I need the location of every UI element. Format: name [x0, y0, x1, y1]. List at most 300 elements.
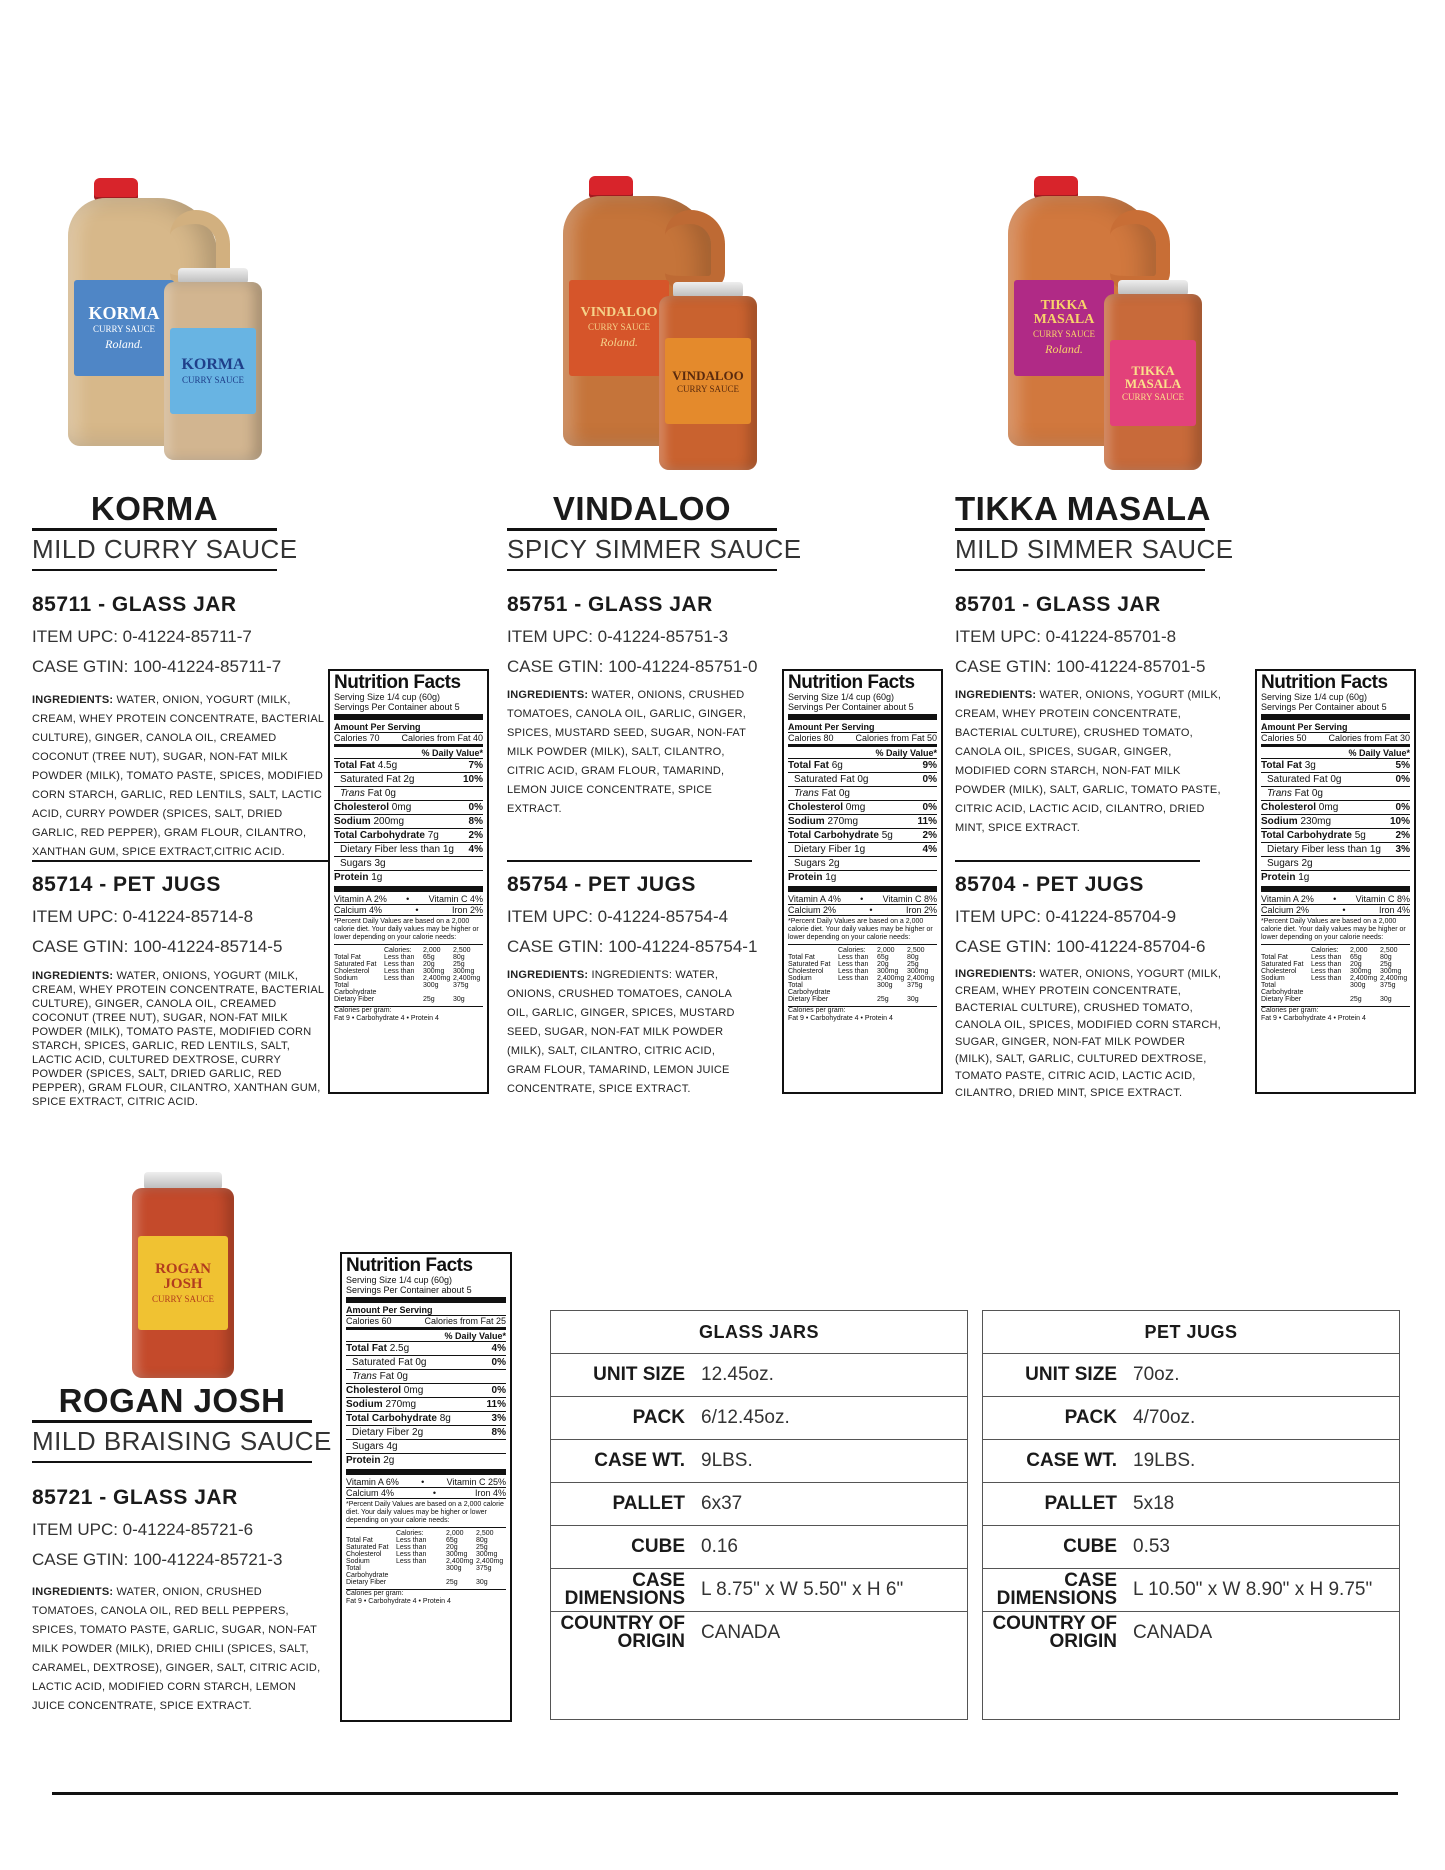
spec-label: COUNTRY OF ORIGIN — [560, 1613, 685, 1652]
nf-carb-label — [334, 829, 439, 842]
spec-table-title: GLASS JARS — [551, 1311, 967, 1354]
nf-trans-fat-part: Trans — [794, 788, 819, 799]
nf-total-fat — [334, 758, 483, 772]
nf-dv-table-cell: 20g — [1350, 961, 1362, 968]
nf-cholesterol-dv: 0% — [922, 802, 937, 813]
nf-calories-fat: Calories from Fat 50 — [855, 733, 937, 743]
nf-serving-size: Serving Size 1/4 cup (60g) — [1261, 692, 1368, 702]
nf-total-fat-dv: 7% — [468, 760, 483, 771]
spec-row — [983, 1612, 1399, 1654]
rogan-josh-jar-info — [32, 1486, 322, 1570]
nf-sat-fat-part: Saturated Fat 0g — [352, 1357, 427, 1368]
nf-dv-table-cell: Total Fat — [346, 1537, 373, 1544]
nf-dv-table-cell: 300mg — [907, 968, 929, 975]
nf-sodium-label — [1261, 815, 1331, 828]
nf-trans-fat-part: 0g — [396, 1371, 408, 1382]
nf-dv-table-cell: Total Carbohydrate — [1261, 982, 1304, 996]
nf-total-fat-dv: 4% — [491, 1343, 506, 1354]
spec-row — [551, 1440, 967, 1483]
nf-dv-table-cell: Total Fat — [1261, 954, 1288, 961]
nf-footnote: *Percent Daily Values are based on a 2,000 calorie diet. Your daily values may be higher or lower depending on your calorie needs: — [1261, 915, 1410, 942]
nf-protein — [346, 1453, 506, 1467]
nf-dv-table-head: Calories: — [384, 947, 412, 954]
nf-dv-table-cell: 375g — [907, 982, 923, 989]
nf-bar — [1261, 744, 1410, 747]
nf-dv-table-head: 2,500 — [453, 947, 471, 954]
spec-value: 12.45oz. — [701, 1364, 774, 1385]
nf-calcium: Calcium 2% — [788, 905, 837, 915]
nf-dv-table-cell: 300g — [1350, 982, 1366, 989]
nf-dv-table-head: 2,000 — [423, 947, 441, 954]
nf-dv-table-cell: Dietary Fiber — [334, 996, 375, 1003]
nf-dv-table-cell: 300mg — [476, 1551, 498, 1558]
nf-dv-table-cell: 30g — [907, 996, 919, 1003]
nf-amount: Amount Per Serving — [1261, 722, 1348, 732]
nf-bar — [1261, 714, 1410, 720]
nf-cholesterol-label — [1261, 801, 1338, 814]
nf-calories: Calories 50 — [1261, 733, 1307, 743]
product-subtitle: MILD SIMMER SAUCE — [955, 534, 1234, 564]
nf-footnote: *Percent Daily Values are based on a 2,000 calorie diet. Your daily values may be higher or lower depending on your calorie needs: — [334, 915, 483, 942]
nf-iron: Iron 2% — [905, 905, 937, 915]
nf-calories-fat: Calories from Fat 30 — [1328, 733, 1410, 743]
nf-dv-table-cell — [1311, 996, 1350, 1003]
glass-jars-spec-table — [550, 1310, 968, 1720]
spec-label: UNIT SIZE — [593, 1364, 685, 1385]
spec-row — [983, 1526, 1399, 1569]
nf-trans-fat-part: Fat — [367, 788, 383, 799]
nf-sugars-label — [1261, 857, 1313, 870]
nf-bullet: • — [1333, 894, 1337, 904]
korma-jug-info — [32, 873, 327, 957]
nf-fiber-part: Dietary Fiber less than 1g — [340, 844, 454, 855]
nf-calories-fat: Calories from Fat 40 — [401, 733, 483, 743]
nf-total-fat-part: Total Fat — [788, 760, 829, 771]
nf-cholesterol-part: Cholesterol — [346, 1385, 402, 1396]
nf-dv-table-cell: 25g — [453, 961, 465, 968]
nf-total-fat-part: Total Fat — [346, 1343, 387, 1354]
spec-label: CASE WT. — [594, 1450, 685, 1471]
nf-cholesterol-label — [334, 801, 411, 814]
sku-heading: 85751 - GLASS JAR — [507, 593, 713, 616]
item-upc: ITEM UPC: 0-41224-85754-4 — [507, 907, 729, 926]
nf-carb-part: Total Carbohydrate — [1261, 830, 1352, 841]
product-title: ROGAN JOSH — [58, 1382, 286, 1419]
nf-dv-table-cell: 2,400mg — [1350, 975, 1378, 982]
nf-dv-table-cell: Total Carbohydrate — [346, 1565, 389, 1579]
nf-dv-table-cell: 25g — [423, 996, 435, 1003]
nf-trans-fat — [334, 786, 483, 800]
nf-total-fat-dv: 5% — [1395, 760, 1410, 771]
item-upc: ITEM UPC: 0-41224-85704-9 — [955, 907, 1177, 926]
vindaloo-nutrition-facts — [782, 669, 943, 1094]
nf-carb-label — [788, 829, 893, 842]
nf-carb-part: Total Carbohydrate — [788, 830, 879, 841]
nf-sugars — [346, 1439, 506, 1453]
nf-dv-table-cell: 300mg — [453, 968, 475, 975]
nf-sat-fat — [1261, 772, 1410, 786]
nf-dv-table-cell: 80g — [453, 954, 465, 961]
nf-dv-table-head: Calories: — [1311, 947, 1339, 954]
nf-dv-table-cell: 20g — [423, 961, 435, 968]
nf-dv-table-cell: 375g — [1380, 982, 1396, 989]
item-upc: ITEM UPC: 0-41224-85714-8 — [32, 907, 254, 926]
nf-carb — [1261, 828, 1410, 842]
nf-dv-head: % Daily Value* — [1348, 748, 1410, 758]
nf-calories: Calories 70 — [334, 733, 380, 743]
nf-sodium-dv: 11% — [917, 816, 937, 827]
nf-dv-table-cell: Less than — [384, 968, 415, 975]
nf-vit-c: Vitamin C 8% — [1355, 894, 1410, 904]
nf-calories: Calories 80 — [788, 733, 834, 743]
nf-title: Nutrition Facts — [334, 672, 461, 693]
nf-carb — [334, 828, 483, 842]
nf-vit-a: Vitamin A 4% — [788, 894, 841, 904]
nf-dv-table-cell: Sodium — [788, 975, 812, 982]
nf-bullet: • — [406, 894, 410, 904]
spec-label: PACK — [1064, 1407, 1117, 1428]
nf-trans-fat-part: Fat — [821, 788, 837, 799]
spec-label: COUNTRY OF ORIGIN — [992, 1613, 1117, 1652]
nf-bar — [334, 714, 483, 720]
nf-sugars-part: Sugars 3g — [340, 858, 386, 869]
vindaloo-jug-divider — [507, 860, 752, 862]
nf-protein — [334, 870, 483, 884]
nf-sodium-part: Sodium — [788, 816, 825, 827]
nf-protein-part: Protein — [334, 872, 369, 883]
nf-fiber-dv: 4% — [922, 844, 937, 855]
nf-total-fat-label — [334, 759, 397, 772]
nf-sodium-part: Sodium — [1261, 816, 1298, 827]
nf-dv-table-cell: Saturated Fat — [788, 961, 831, 968]
nf-total-fat — [1261, 758, 1410, 772]
nf-total-fat-part: Total Fat — [1261, 760, 1302, 771]
case-gtin: CASE GTIN: 100-41224-85714-5 — [32, 937, 283, 956]
nf-dv-table-cell: 80g — [907, 954, 919, 961]
nf-cholesterol-part: Cholesterol — [788, 802, 844, 813]
nf-vitamins-row — [1261, 894, 1410, 904]
nf-dv-table-cell: 25g — [1380, 961, 1392, 968]
nf-bar — [334, 886, 483, 892]
spec-value: L 10.50" x W 8.90" x H 9.75" — [1133, 1579, 1373, 1600]
case-gtin: CASE GTIN: 100-41224-85721-3 — [32, 1550, 283, 1569]
nf-dv-table-head: 2,500 — [1380, 947, 1398, 954]
nf-dv-table-cell: 25g — [446, 1579, 458, 1586]
nf-sodium — [334, 814, 483, 828]
nf-protein-label — [334, 871, 382, 884]
korma-jug-ingredients: INGREDIENTS: WATER, ONIONS, YOGURT (MILK, CREAM, WHEY PROTEIN CONCENTRATE, BACTERIAL CULTURE), GINGER, CANOLA OIL, CREAMED COCONUT (TREE NUT), SUGAR, NON-FAT MILK POWDER (MILK), TOMATO PASTE, MODIFIED CORN STARCH, SPICES, GARLIC, RED LENTILS, SALT, LACTIC ACID, CULTURED DEXTROSE, CURRY POWDER (SPICES, SALT, DRIED GARLIC, RED PEPPER), GRAM FLOUR, CILANTRO, XANTHAN GUM, SPICE EXTRACT, CITRIC ACID. — [32, 970, 324, 1108]
nf-trans-fat-part: 0g — [384, 788, 396, 799]
nf-sat-fat-part: Saturated Fat 2g — [340, 774, 415, 785]
nf-title: Nutrition Facts — [1261, 672, 1388, 693]
nf-fiber-label — [334, 843, 454, 856]
nf-protein-label — [346, 1454, 394, 1467]
nf-sodium-dv: 10% — [1389, 816, 1410, 827]
nf-total-fat — [346, 1341, 506, 1355]
spec-value: 19LBS. — [1133, 1450, 1196, 1471]
nf-vitamins-row — [334, 894, 483, 904]
nf-dv-table-cell: 300mg — [423, 968, 445, 975]
nf-sat-fat — [346, 1355, 506, 1369]
nf-carb-part: Total Carbohydrate — [334, 830, 425, 841]
nf-per-gram-values: Fat 9 • Carbohydrate 4 • Protein 4 — [346, 1598, 451, 1605]
spec-label: UNIT SIZE — [1025, 1364, 1117, 1385]
nf-total-fat-label — [346, 1342, 409, 1355]
nf-sat-fat-part: Saturated Fat 0g — [794, 774, 869, 785]
tikka-masala-jug-ingredients: INGREDIENTS: WATER, ONIONS, YOGURT (MILK, CREAM, WHEY PROTEIN CONCENTRATE, BACTERIAL CULTURE), CRUSHED TOMATO, CANOLA OIL, SPICES, MODIFIED CORN STARCH, SUGAR, GINGER, NON-FAT MILK POWDER (MILK), SALT, GARLIC, CULTURED DEXTROSE, TOMATO PASTE, CITRIC ACID, LACTIC ACID, CILANTRO, DRIED MINT, SPICE EXTRACT. — [955, 968, 1222, 1099]
korma-nutrition-facts — [328, 669, 489, 1094]
nf-fiber-dv: 8% — [491, 1427, 506, 1438]
spec-value: L 8.75" x W 5.50" x H 6" — [701, 1579, 904, 1600]
spec-label: CUBE — [1063, 1536, 1117, 1557]
nf-bullet: • — [421, 1477, 425, 1487]
nf-sodium-part: Sodium — [334, 816, 371, 827]
nf-calories-row — [1261, 732, 1410, 743]
nf-vit-c: Vitamin C 8% — [882, 894, 937, 904]
nf-bullet: • — [869, 905, 873, 915]
nf-dv-table-cell: Less than — [838, 961, 869, 968]
nf-carb-part: 7g — [427, 830, 439, 841]
spec-label: CASE DIMENSIONS — [996, 1570, 1117, 1609]
nf-dv-table-cell: Saturated Fat — [346, 1544, 389, 1551]
nf-total-fat-dv: 9% — [922, 760, 937, 771]
spec-row — [983, 1569, 1399, 1612]
footer-rule — [52, 1792, 1398, 1795]
nf-sat-fat-label — [334, 773, 415, 786]
nf-dv-table-cell: Sodium — [334, 975, 358, 982]
nf-dv-table — [346, 1527, 506, 1586]
nf-sugars-part: Sugars 4g — [352, 1441, 398, 1452]
nf-calories-row — [334, 732, 483, 743]
spec-value: CANADA — [1133, 1622, 1213, 1643]
nf-dv-table-cell: Dietary Fiber — [1261, 996, 1302, 1003]
nf-sugars-part: Sugars 2g — [794, 858, 840, 869]
nf-cholesterol-part: Cholesterol — [334, 802, 390, 813]
case-gtin: CASE GTIN: 100-41224-85751-0 — [507, 657, 758, 676]
nf-servings: Servings Per Container about 5 — [1261, 702, 1387, 712]
nf-dv-table-cell — [1311, 982, 1350, 996]
spec-label: PACK — [632, 1407, 685, 1428]
spec-value: 6x37 — [701, 1493, 743, 1514]
nf-cholesterol-part: 0mg — [403, 1385, 424, 1396]
case-gtin: CASE GTIN: 100-41224-85711-7 — [32, 657, 282, 676]
product-subtitle: SPICY SIMMER SAUCE — [507, 534, 802, 564]
nf-dv-head: % Daily Value* — [421, 748, 483, 758]
nf-fiber-dv: 3% — [1395, 844, 1410, 855]
nf-dv-table-cell: 65g — [1350, 954, 1362, 961]
nf-dv-table — [788, 944, 937, 1003]
nf-dv-table-cell: Less than — [384, 954, 415, 961]
nf-dv-table-cell: 300mg — [1380, 968, 1402, 975]
spec-value: 4/70oz. — [1133, 1407, 1196, 1428]
nf-carb-label — [346, 1412, 451, 1425]
spec-row — [551, 1526, 967, 1569]
case-gtin: CASE GTIN: 100-41224-85701-5 — [955, 657, 1206, 676]
nf-sodium-part: 200mg — [373, 816, 405, 827]
nf-vit-c: Vitamin C 25% — [446, 1477, 506, 1487]
product-title: VINDALOO — [552, 490, 732, 527]
spec-row — [983, 1397, 1399, 1440]
tikka-masala-jug-divider — [955, 860, 1200, 862]
nf-carb-dv: 2% — [922, 830, 937, 841]
nf-carb — [346, 1411, 506, 1425]
nf-dv-table-cell: Total Carbohydrate — [788, 982, 831, 996]
nf-trans-fat-part: Trans — [1267, 788, 1292, 799]
nf-servings: Servings Per Container about 5 — [334, 702, 460, 712]
nf-bar — [1261, 886, 1410, 892]
pet-jugs-spec-table — [982, 1310, 1400, 1720]
nf-bar — [788, 714, 937, 720]
nf-serving-size: Serving Size 1/4 cup (60g) — [788, 692, 895, 702]
nf-dv-table-head — [1261, 947, 1311, 954]
vindaloo-jar-ingredients: INGREDIENTS: WATER, ONIONS, CRUSHED TOMATOES, CANOLA OIL, GARLIC, GINGER, SPICES, MUSTARD SEED, SUGAR, NON-FAT MILK POWDER (MILK), SALT, CILANTRO, CITRIC ACID, GRAM FLOUR, TAMARIND, LEMON JUICE CONCENTRATE, SPICE EXTRACT. — [507, 689, 747, 815]
nf-dv-table-cell: 2,400mg — [1380, 975, 1408, 982]
nf-calories: Calories 60 — [346, 1316, 392, 1326]
nf-protein-part: Protein — [346, 1455, 381, 1466]
product-title: TIKKA MASALA — [955, 490, 1211, 527]
nf-carb-label — [1261, 829, 1366, 842]
nf-sat-fat-part: Saturated Fat 0g — [1267, 774, 1342, 785]
nf-dv-table-cell: Less than — [1311, 975, 1342, 982]
spec-row — [983, 1483, 1399, 1526]
nf-per-gram: Calories per gram: — [346, 1589, 506, 1598]
vindaloo-jar-info — [507, 593, 777, 677]
nf-per-gram: Calories per gram: — [1261, 1006, 1410, 1015]
tikka-masala-section — [955, 490, 1234, 571]
nf-dv-table-cell: Less than — [396, 1558, 427, 1565]
nf-dv-table-cell: 20g — [446, 1544, 458, 1551]
nf-carb-part: 5g — [1354, 830, 1366, 841]
item-upc: ITEM UPC: 0-41224-85751-3 — [507, 627, 729, 646]
tikka-masala-jar-info — [955, 593, 1215, 677]
rogan-josh-product-image: ROGAN JOSH CURRY SAUCE — [128, 1170, 238, 1380]
nf-servings: Servings Per Container about 5 — [346, 1285, 472, 1295]
nf-bullet: • — [860, 894, 864, 904]
nf-cholesterol — [346, 1383, 506, 1397]
spec-label: PALLET — [1044, 1493, 1117, 1514]
nf-sodium-dv: 11% — [486, 1399, 506, 1410]
nf-dv-table-head: Calories: — [396, 1530, 424, 1537]
nf-fiber — [1261, 842, 1410, 856]
nf-dv-table-cell: Less than — [1311, 961, 1342, 968]
spec-row — [983, 1354, 1399, 1397]
tikka-masala-product-image: TIKKA MASALA CURRY SAUCE Roland. TIKKA MASALA CURRY SAUCE — [1000, 170, 1220, 470]
nf-dv-table-cell: 375g — [453, 982, 469, 989]
nf-sugars — [334, 856, 483, 870]
nf-minerals-row — [346, 1487, 506, 1498]
nf-total-fat-label — [1261, 759, 1316, 772]
nf-sat-fat-label — [788, 773, 869, 786]
nf-dv-table-cell: Less than — [1311, 954, 1342, 961]
nf-calcium: Calcium 2% — [1261, 905, 1310, 915]
nf-sodium — [788, 814, 937, 828]
item-upc: ITEM UPC: 0-41224-85701-8 — [955, 627, 1177, 646]
nf-sodium-label — [346, 1398, 416, 1411]
nf-dv-table-cell: Dietary Fiber — [346, 1579, 387, 1586]
nf-dv-table — [334, 944, 483, 1003]
nf-trans-fat — [788, 786, 937, 800]
nf-dv-table-cell: 2,400mg — [446, 1558, 474, 1565]
nf-dv-table-cell: 80g — [1380, 954, 1392, 961]
nf-title: Nutrition Facts — [788, 672, 915, 693]
nf-cholesterol-dv: 0% — [491, 1385, 506, 1396]
nf-dv-table-head — [334, 947, 384, 954]
nf-per-gram: Calories per gram: — [334, 1006, 483, 1015]
spec-label: CASE WT. — [1026, 1450, 1117, 1471]
nf-dv-table-cell — [384, 996, 423, 1003]
sku-heading: 85754 - PET JUGS — [507, 873, 696, 896]
nf-dv-table-cell: Less than — [396, 1551, 427, 1558]
nf-total-fat-part: 2.5g — [389, 1343, 410, 1354]
spec-value: 9LBS. — [701, 1450, 753, 1471]
nf-dv-table-cell: Less than — [384, 975, 415, 982]
vindaloo-section — [507, 490, 802, 571]
nf-dv-table-cell: 300g — [446, 1565, 462, 1572]
tikka-masala-jar-ingredients: INGREDIENTS: WATER, ONIONS, YOGURT (MILK, CREAM, WHEY PROTEIN CONCENTRATE, BACTERIAL CULTURE), CRUSHED TOMATO, CANOLA OIL, SPICES, SUGAR, GINGER, MODIFIED CORN STARCH, NON-FAT MILK POWDER (MILK), SALT, GARLIC, TOMATO PASTE, CITRIC ACID, LACTIC ACID, CILANTRO, DRIED MINT, SPICE EXTRACT. — [955, 689, 1222, 834]
nf-sodium-part: 270mg — [827, 816, 859, 827]
nf-protein-part: Protein — [1261, 872, 1296, 883]
nf-trans-fat-part: Trans — [340, 788, 365, 799]
nf-total-fat-part: 4.5g — [377, 760, 398, 771]
nf-dv-table-cell: 65g — [423, 954, 435, 961]
nf-dv-table-cell: Dietary Fiber — [788, 996, 829, 1003]
nf-dv-table-cell: 300g — [423, 982, 439, 989]
rogan-josh-ingredients: INGREDIENTS: WATER, ONION, CRUSHED TOMATOES, CANOLA OIL, RED BELL PEPPERS, SPICES, TOMATO PASTE, GARLIC, SUGAR, NON-FAT MILK POWDER (MILK), DRIED CHILI (SPICES, SALT, CARAMEL, DEXTROSE), GINGER, SALT, CITRIC ACID, LACTIC ACID, MODIFIED CORN STARCH, LEMON JUICE CONCENTRATE, SPICE EXTRACT. — [32, 1586, 321, 1712]
nf-dv-table-cell: Less than — [396, 1537, 427, 1544]
nf-dv-head: % Daily Value* — [875, 748, 937, 758]
nf-dv-table-cell: Less than — [396, 1544, 427, 1551]
nf-minerals-row — [334, 904, 483, 915]
nf-dv-table-head: 2,000 — [1350, 947, 1368, 954]
nf-fiber-dv: 4% — [468, 844, 483, 855]
nf-vit-c: Vitamin C 4% — [428, 894, 483, 904]
nf-dv-table-cell: Less than — [1311, 968, 1342, 975]
nf-dv-table-cell: 375g — [476, 1565, 492, 1572]
nf-dv-table-cell: Cholesterol — [346, 1551, 382, 1558]
nf-amount: Amount Per Serving — [788, 722, 875, 732]
nf-calories-row — [346, 1315, 506, 1326]
nf-trans-fat-label — [346, 1370, 408, 1383]
nf-sat-fat-label — [346, 1356, 427, 1369]
nf-fiber-label — [346, 1426, 423, 1439]
nf-bullet: • — [1342, 905, 1346, 915]
nf-minerals-row — [1261, 904, 1410, 915]
nf-dv-table-cell — [838, 996, 877, 1003]
nf-dv-table-cell: 65g — [446, 1537, 458, 1544]
nf-sat-fat-dv: 0% — [1395, 774, 1410, 785]
spec-table-title: PET JUGS — [983, 1311, 1399, 1354]
nf-dv-table-cell — [384, 982, 423, 996]
nf-fiber-part: Dietary Fiber 1g — [794, 844, 866, 855]
nf-dv-table-cell: 25g — [877, 996, 889, 1003]
nf-amount: Amount Per Serving — [346, 1305, 433, 1315]
spec-value: CANADA — [701, 1622, 781, 1643]
nf-cholesterol-part: 0mg — [391, 802, 412, 813]
nf-dv-table-cell: 25g — [476, 1544, 488, 1551]
nf-cholesterol-part: 0mg — [1318, 802, 1339, 813]
nf-sodium-label — [788, 815, 858, 828]
nf-calcium: Calcium 4% — [346, 1488, 395, 1498]
item-upc: ITEM UPC: 0-41224-85721-6 — [32, 1520, 254, 1539]
nf-sugars-label — [346, 1440, 398, 1453]
nf-dv-table-cell: Saturated Fat — [1261, 961, 1304, 968]
nf-protein-part: Protein — [788, 872, 823, 883]
nf-cholesterol-label — [346, 1384, 423, 1397]
vindaloo-jug-info — [507, 873, 777, 957]
nf-dv-table-head: 2,000 — [877, 947, 895, 954]
sku-heading: 85721 - GLASS JAR — [32, 1486, 238, 1509]
nf-carb — [788, 828, 937, 842]
